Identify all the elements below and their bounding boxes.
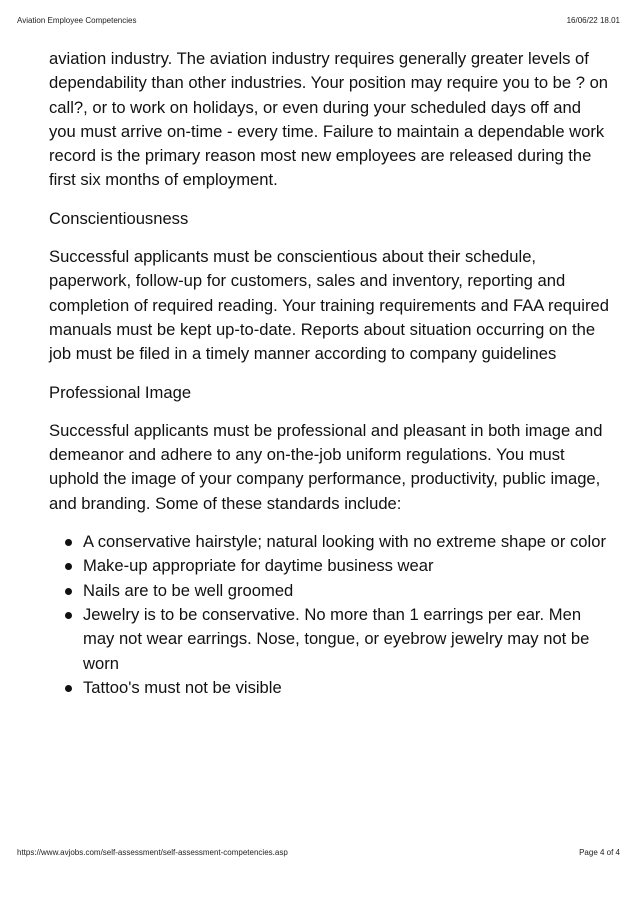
- page-indicator: Page 4 of 4: [579, 848, 620, 857]
- paragraph-professional-image: Successful applicants must be professional and pleasant in both image and demeanor and adhere to any on-the-job uniform regulations. You must uphold the image of your company performance, productivity, public image, and branding. Some of these standards include:: [49, 420, 603, 513]
- intro-paragraph: aviation industry. The aviation industry requires generally greater levels of dependability than other industries. Your position may require you to be ? on call?, or to work on holidays, or even during your scheduled days off and you must arrive on-time - every time. Failure to maintain a dependable work record is the primary reason most new employees are released during the first six months of employment.: [49, 49, 609, 190]
- bullet-icon: [65, 685, 72, 692]
- standards-list: [49, 530, 609, 700]
- list-item: [83, 554, 609, 578]
- list-item: [83, 603, 609, 676]
- paragraph-conscientiousness: Successful applicants must be conscientious about their schedule, paperwork, follow-up for customers, sales and inventory, reporting and completion of required reading. Your training requirements and FAA required manuals must be kept up-to-date. Reports about situation occurring on the job must be filed in a timely manner according to company guidelines: [49, 247, 609, 364]
- page-url: https://www.avjobs.com/self-assessment/self-assessment-competencies.asp: [17, 848, 288, 857]
- page-content: [49, 47, 609, 700]
- list-item-text: Tattoo's must not be visible: [83, 677, 282, 697]
- print-datetime: 16/06/22 18.01: [566, 16, 620, 25]
- bullet-icon: [65, 539, 72, 546]
- document-title: Aviation Employee Competencies: [17, 16, 137, 25]
- print-footer: [17, 848, 620, 857]
- list-item-text: Jewelry is to be conservative. No more than 1 earrings per ear. Men may not wear earrings. Nose, tongue, or eyebrow jewelry may not be worn: [83, 604, 590, 673]
- print-header: [17, 16, 620, 25]
- bullet-icon: [65, 588, 72, 595]
- list-item-text: A conservative hairstyle; natural looking with no extreme shape or color: [83, 532, 606, 552]
- section-heading-conscientiousness: Conscientiousness: [49, 208, 189, 228]
- list-item: [83, 530, 609, 554]
- list-item-text: Nails are to be well groomed: [83, 580, 294, 600]
- bullet-icon: [65, 612, 72, 619]
- list-item: [83, 579, 609, 603]
- section-heading-professional-image: Professional Image: [49, 382, 192, 402]
- list-item: [83, 676, 609, 700]
- bullet-icon: [65, 563, 72, 570]
- list-item-text: Make-up appropriate for daytime business wear: [83, 556, 434, 576]
